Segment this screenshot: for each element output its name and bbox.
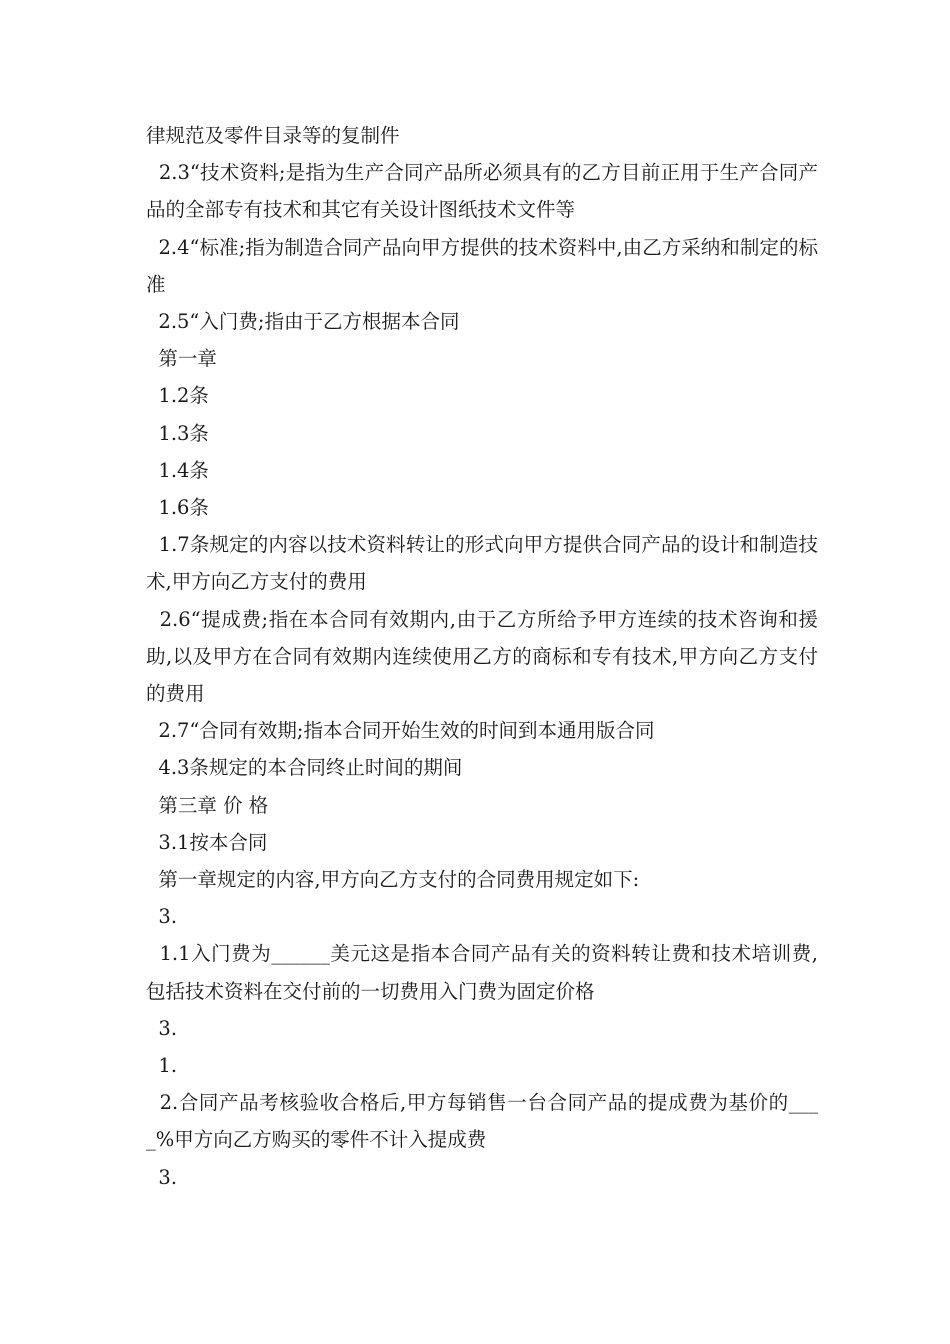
clause-number: 1.3条 [146,421,209,445]
paragraph: 2.7“合同有效期;指本合同开始生效的时间到本通用版合同 [146,719,655,743]
paragraph: 2.6“提成费;指在本合同有效期内,由于乙方所给予甲方连续的技术咨询和援助,以及甲方在合同有效期内连续使用乙方的商标和专有技术,甲方向乙方支付的费用 [146,607,818,706]
chapter-heading: 第一章 [146,347,217,371]
document-body [146,117,818,1196]
paragraph: 律规范及零件目录等的复制件 [146,124,400,147]
paragraph: 1.1入门费为______美元这是指本合同产品有关的资料转让费和技术培训费,包括技术资料在交付前的一切费用入门费为固定价格 [146,942,818,1003]
clause-number: 3. [146,1165,178,1189]
paragraph: 2.4“标准;指为制造合同产品向甲方提供的技术资料中,由乙方采纳和制定的标准 [146,235,819,296]
clause-number: 1.4条 [146,458,209,482]
clause-number: 3. [146,905,178,929]
clause-number: 1.2条 [146,384,209,408]
clause-number: 3. [146,1016,178,1040]
paragraph: 2.3“技术资料;是指为生产合同产品所必须具有的乙方目前正用于生产合同产品的全部专有技术和其它有关设计图纸技术文件等 [146,161,818,222]
paragraph: 3.1按本合同 [146,830,268,854]
paragraph: 2.合同产品考核验收合格后,甲方每销售一台合同产品的提成费为基价的____%甲方向乙方购买的零件不计入提成费 [146,1091,818,1152]
paragraph: 1.7条规定的内容以技术资料转让的形式向甲方提供合同产品的设计和制造技术,甲方向乙方支付的费用 [146,533,818,594]
clause-number: 1.6条 [146,496,209,520]
chapter-heading: 第三章 价 格 [146,793,269,817]
paragraph: 第一章规定的内容,甲方向乙方支付的合同费用规定如下: [146,868,640,892]
paragraph: 4.3条规定的本合同终止时间的期间 [146,756,463,780]
paragraph: 2.5“入门费;指由于乙方根据本合同 [146,310,460,334]
clause-number: 1. [146,1054,178,1078]
